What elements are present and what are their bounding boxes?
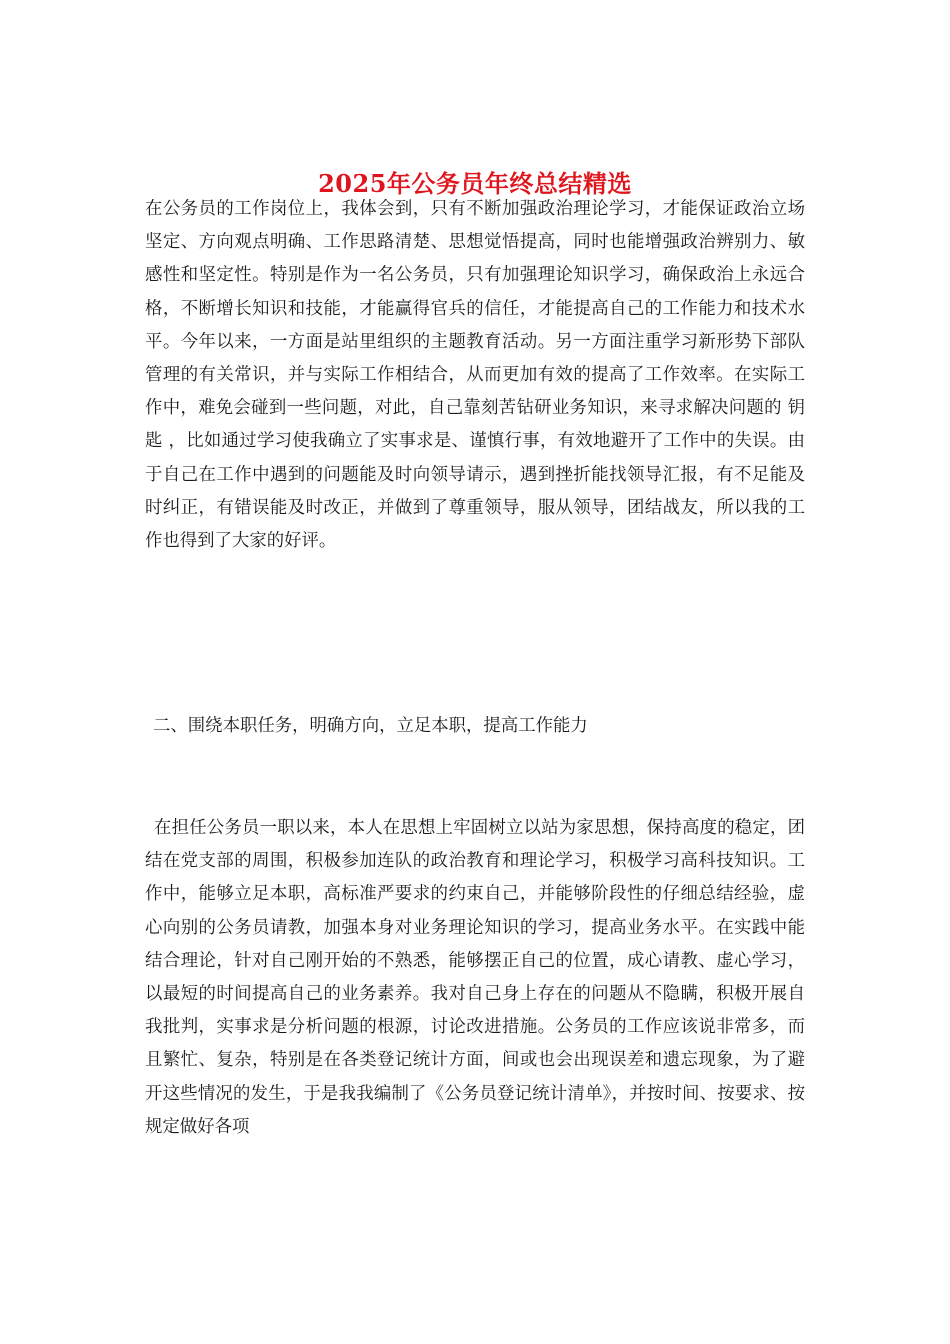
section-heading: 二、围绕本职任务，明确方向，立足本职，提高工作能力 xyxy=(153,716,588,736)
document-title: 2025年公务员年终总结精选 xyxy=(318,169,632,199)
body-paragraph-2: 在担任公务员一职以来，本人在思想上牢固树立以站为家思想，保持高度的稳定，团结在党支部的周围，积极参加连队的政治教育和理论学习，积极学习高科技知识。工作中，能够立足本职，高标准严要求的约束自己，并能够阶段性的仔细总结经验，虚心向别的公务员请教，加强本身对业务理论知识的学习，提高业务水平。在实践中能结合理论，针对自己刚开始的不熟悉，能够摆正自己的位置，成心请教、虚心学习，以最短的时间提高自己的业务素养。我对自己身上存在的问题从不隐瞒，积极开展自我批判，实事求是分析问题的根源，讨论改进措施。公务员的工作应该说非常多，而且繁忙、复杂，特别是在各类登记统计方面，间或也会出现误差和遗忘现象，为了避开这些情况的发生，于是我我编制了《公务员登记统计清单》，并按时间、按要求、按规定做好各项 xyxy=(145,818,805,1137)
body-paragraph-1: 在公务员的工作岗位上，我体会到，只有不断加强政治理论学习，才能保证政治立场坚定、方向观点明确、工作思路清楚、思想觉悟提高，同时也能增强政治辨别力、敏感性和坚定性。特别是作为一名公务员，只有加强理论知识学习，确保政治上永远合格，不断增长知识和技能，才能赢得官兵的信任，才能提高自己的工作能力和技术水平。今年以来，一方面是站里组织的主题教育活动。另一方面注重学习新形势下部队管理的有关常识，并与实际工作相结合，从而更加有效的提高了工作效率。在实际工作中，难免会碰到一些问题，对此，自己靠刻苦钻研业务知识，来寻求解决问题的 钥匙 ，比如通过学习使我确立了实事求是、谨慎行事，有效地避开了工作中的失误。由于自己在工作中遇到的问题能及时向领导请示，遇到挫折能找领导汇报，有不足能及时纠正，有错误能及时改正，并做到了尊重领导，服从领导，团结战友，所以我的工作也得到了大家的好评。 xyxy=(145,199,805,552)
